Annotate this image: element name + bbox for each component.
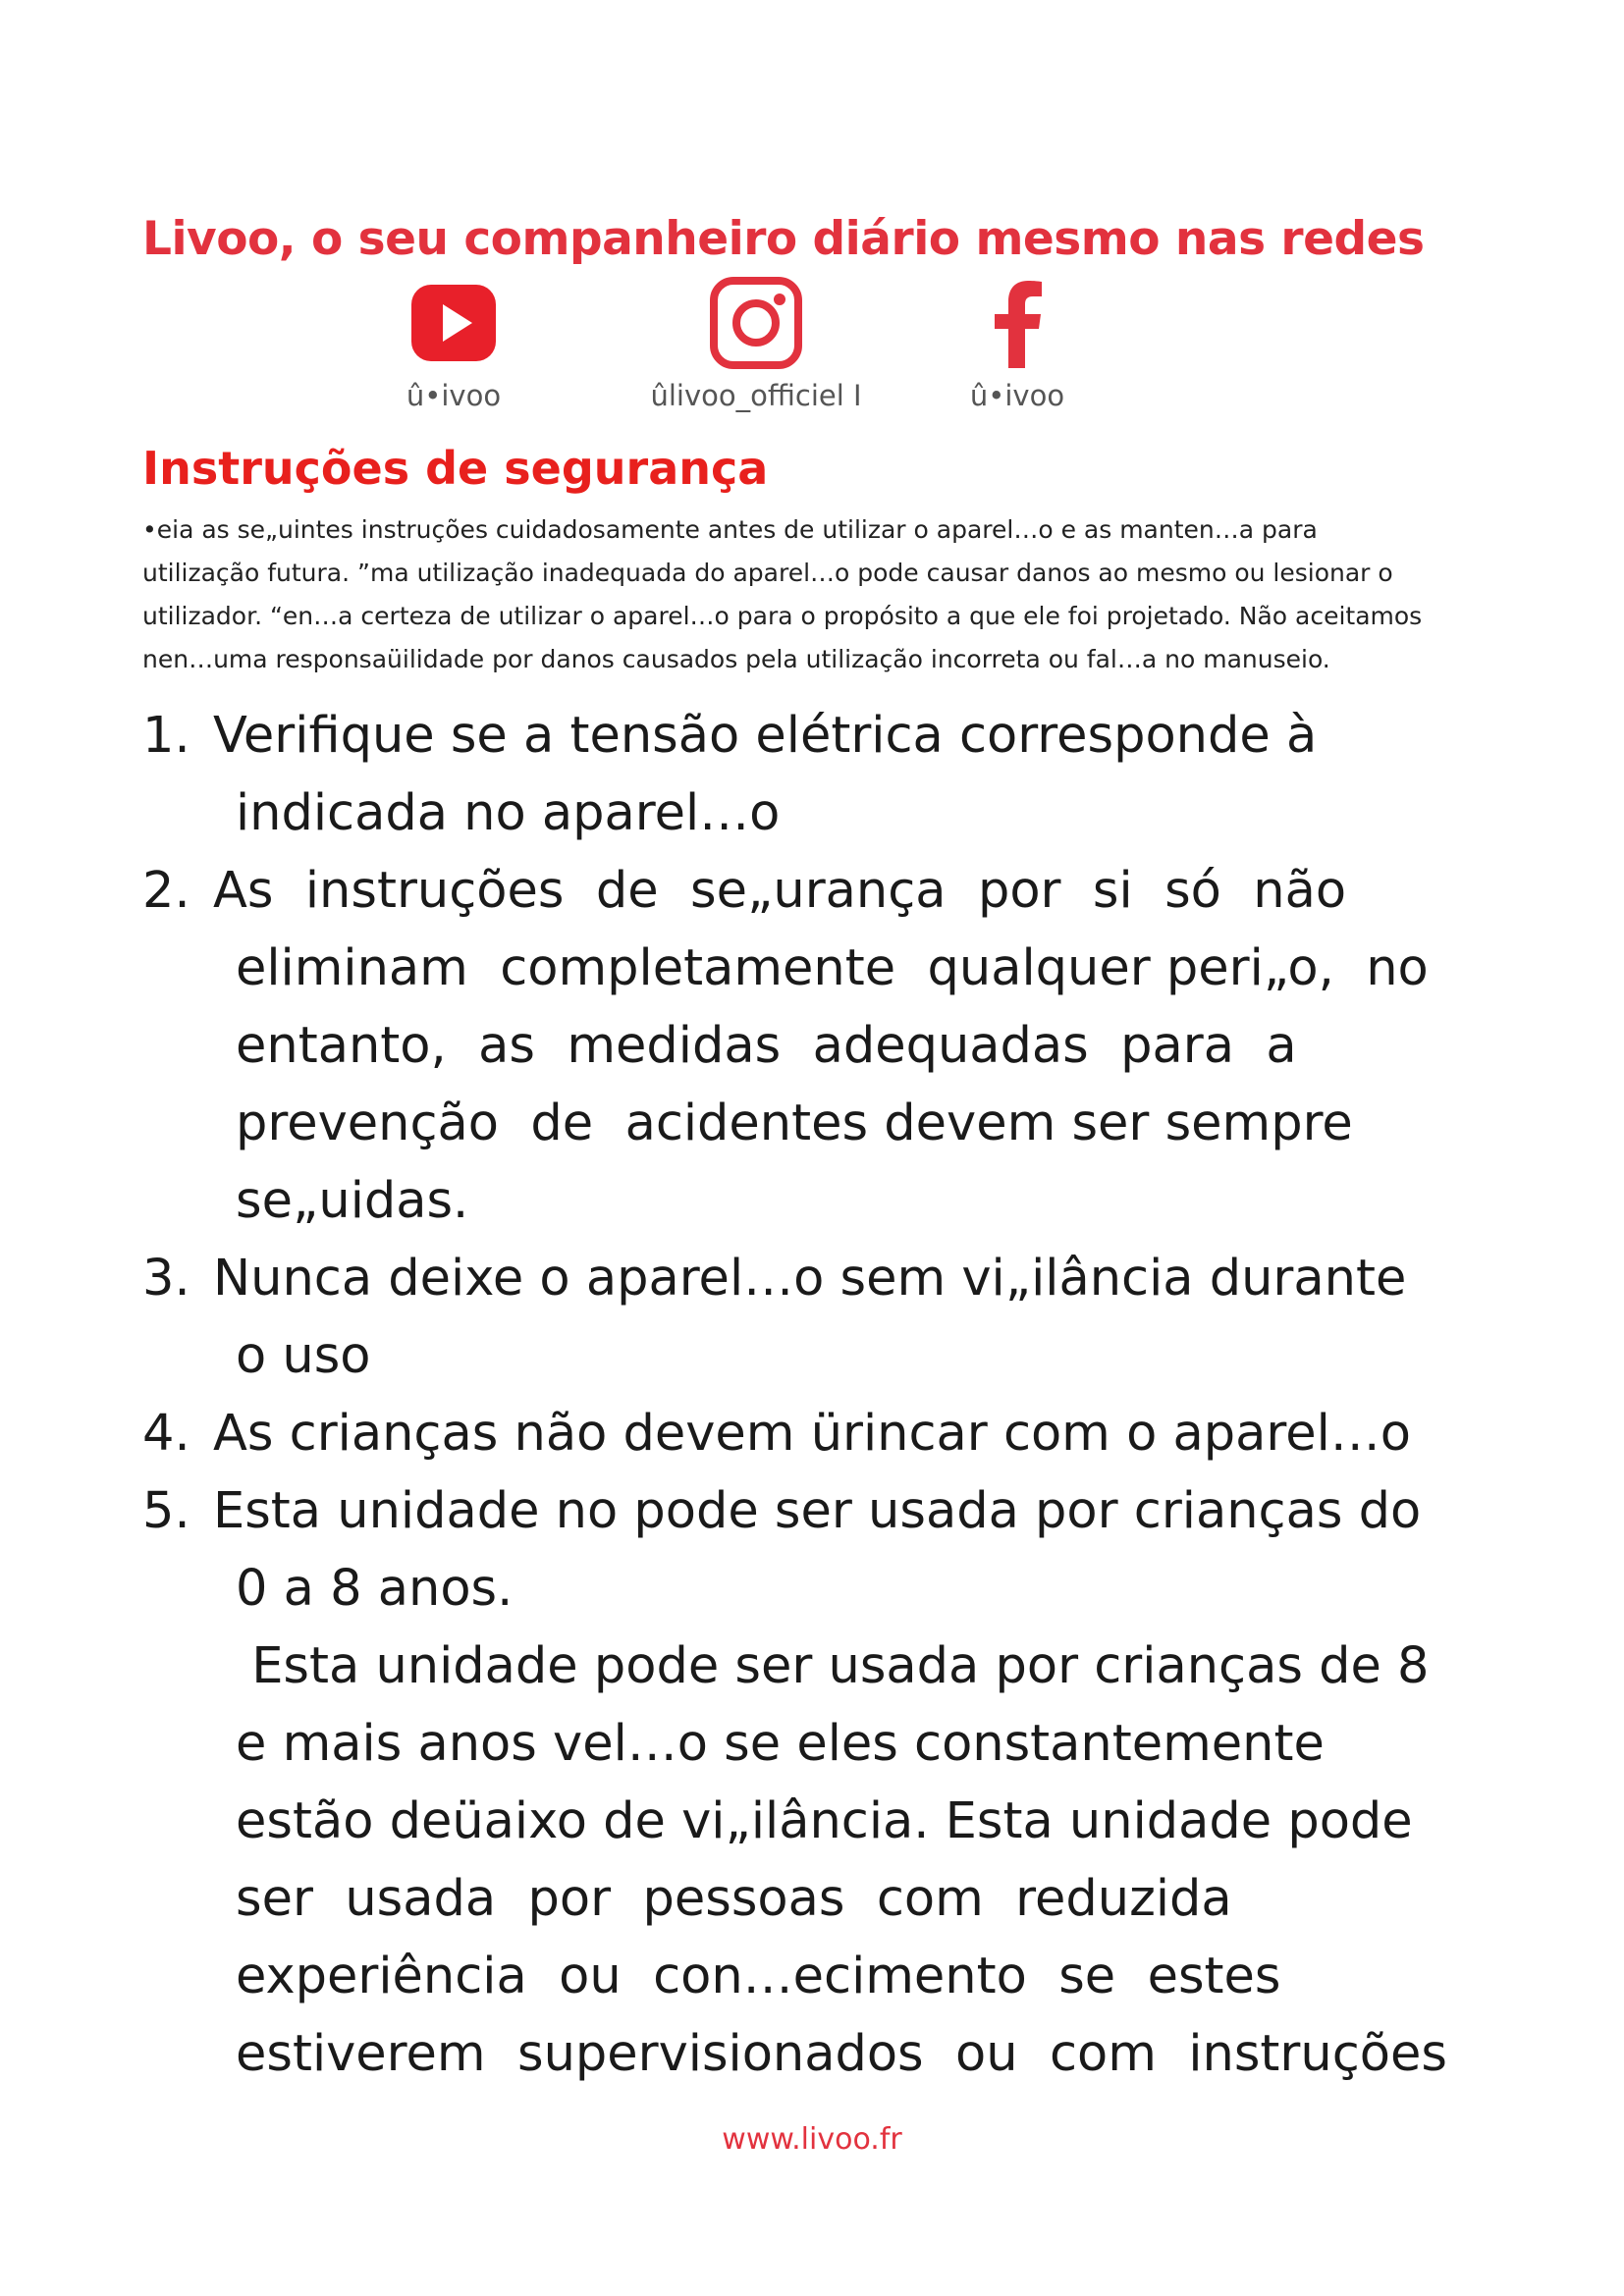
facebook-link[interactable]	[890, 275, 1145, 412]
item-text: Esta unidade no pode ser usada por crianças do	[213, 1482, 1422, 1540]
intro-line: nen…uma responsaüilidade por danos causados pela utilização incorreta ou fal…a no manuseio.	[142, 645, 1330, 673]
instagram-handle: ûlivoo_officiel I	[650, 379, 862, 412]
item-text: o uso	[236, 1327, 371, 1385]
youtube-handle: û•ivoo	[406, 379, 502, 412]
safety-intro	[142, 508, 1488, 681]
item-text: se„uidas.	[236, 1172, 469, 1230]
footer-url[interactable]: www.livoo.fr	[722, 2122, 902, 2157]
facebook-icon	[990, 278, 1045, 368]
item-text: experiência ou con…ecimento se estes	[236, 1948, 1281, 2005]
item-text: estiverem supervisionados ou com instruções	[236, 2025, 1447, 2083]
item-text: entanto, as medidas adequadas para a	[236, 1017, 1297, 1075]
item-number: 2.	[142, 862, 190, 920]
instruction-item-4	[142, 1395, 1497, 1472]
intro-line: utilização futura. ”ma utilização inadequada do aparel…o pode causar danos ao mesmo ou lesionar o	[142, 559, 1393, 587]
instruction-item-3	[142, 1240, 1497, 1317]
facebook-handle: û•ivoo	[969, 379, 1065, 412]
item-text: eliminam completamente qualquer peri„o, no	[236, 939, 1429, 997]
instruction-item-2	[142, 852, 1497, 930]
item-text: estão deüaixo de vi„ilância. Esta unidade pode	[236, 1792, 1413, 1850]
item-text: As instruções de se„urança por si só não	[213, 862, 1347, 920]
safety-heading: Instruções de segurança	[142, 442, 769, 495]
instagram-link[interactable]	[628, 275, 884, 412]
intro-line: •eia as se„uintes instruções cuidadosamente antes de utilizar o aparel…o e as manten…a para	[142, 515, 1318, 544]
item-number: 4.	[142, 1405, 190, 1463]
item-text: e mais anos vel…o se eles constantemente	[236, 1715, 1325, 1773]
youtube-icon	[409, 283, 498, 363]
instruction-list	[142, 697, 1497, 2093]
item-text: Verifique se a tensão elétrica corresponde à	[213, 707, 1318, 765]
item-text: prevenção de acidentes devem ser sempre	[236, 1095, 1353, 1152]
item-text: As crianças não devem ürincar com o aparel…o	[213, 1405, 1411, 1463]
instagram-icon	[709, 276, 803, 370]
item-text: indicada no aparel…o	[236, 784, 781, 842]
instruction-item-5	[142, 1472, 1497, 1550]
intro-line: utilizador. “en…a certeza de utilizar o aparel…o para o propósito a que ele foi projetado. Não aceitamos	[142, 602, 1423, 630]
item-text: ser usada por pessoas com reduzida	[236, 1870, 1232, 1928]
item-text: Nunca deixe o aparel…o sem vi„ilância durante	[213, 1250, 1407, 1308]
item-text: Esta unidade pode ser usada por crianças de 8	[236, 1637, 1430, 1695]
item-number: 3.	[142, 1250, 190, 1308]
item-number: 1.	[142, 707, 190, 765]
instruction-item-1	[142, 697, 1497, 774]
social-heading: Livoo, o seu companheiro diário mesmo nas redes	[142, 212, 1425, 266]
youtube-link[interactable]	[326, 275, 581, 412]
item-number: 5.	[142, 1482, 190, 1540]
item-text: 0 a 8 anos.	[236, 1560, 514, 1618]
